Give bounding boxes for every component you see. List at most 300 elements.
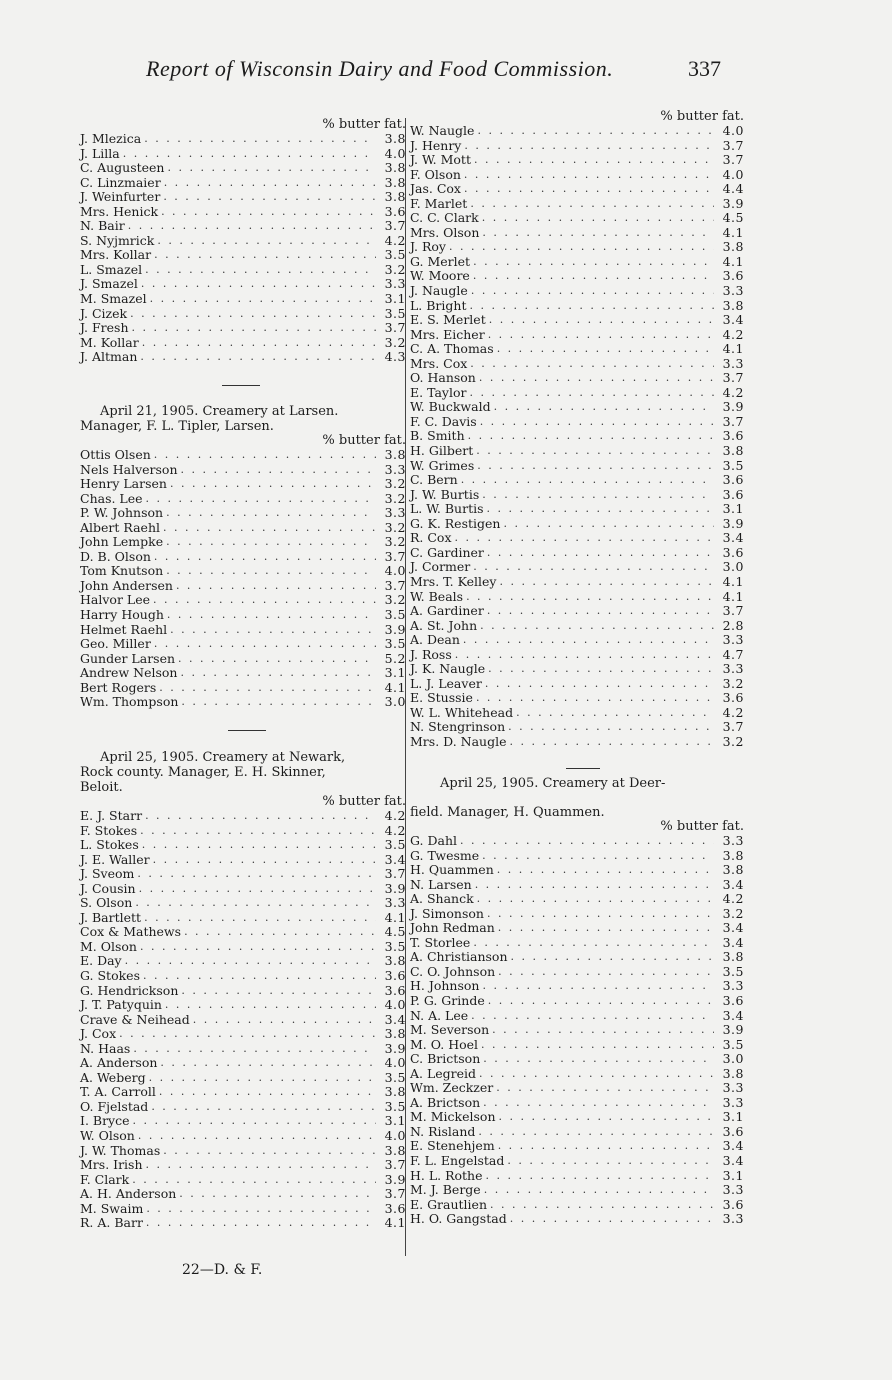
butter-fat-value: 3.9 [722,399,744,415]
patron-name: T. A. Carroll [80,1084,156,1100]
butter-fat-value: 3.1 [722,1167,744,1183]
patron-name: Mrs. Eicher [410,326,485,342]
patron-name: N. Risland [410,1123,476,1139]
dot-leader [499,575,714,590]
butter-fat-value: 3.6 [722,486,744,502]
butter-fat-value: 3.8 [722,847,744,863]
table-row [80,463,408,478]
table-row [410,863,746,878]
dot-leader [140,350,376,365]
dot-leader [507,1154,714,1169]
dot-leader [146,1158,376,1173]
dot-leader [166,506,376,521]
table-row [410,168,746,183]
butter-fat-value: 3.5 [722,963,744,979]
dot-leader [484,1183,714,1198]
table-row [80,1042,408,1057]
dot-leader [119,1027,376,1042]
table-row [80,248,408,263]
table-row [80,681,408,696]
table-row [410,892,746,907]
butter-fat-value: 4.2 [722,326,744,342]
rows [410,124,746,750]
table-row [410,691,746,706]
butter-fat-value: 3.7 [384,218,406,234]
dot-leader [480,415,714,430]
table-row [410,735,746,750]
spacer [410,791,746,805]
table-row [410,1081,746,1096]
dot-leader [154,248,376,263]
patron-name: Wm. Zeckzer [410,1080,494,1096]
patron-name: Harry Hough [80,607,164,623]
patron-name: J. E. Waller [80,851,150,867]
dot-leader [487,502,714,517]
dot-leader [471,1009,714,1024]
table-row [80,550,408,565]
dot-leader [487,604,714,619]
table-row [80,1158,408,1173]
butter-fat-value: 3.8 [384,1142,406,1158]
patron-name: J. Weinfurter [80,189,161,205]
dot-leader [142,838,376,853]
butter-fat-value: 3.3 [722,1094,744,1110]
dot-leader [497,342,714,357]
butter-fat-value: 3.6 [722,428,744,444]
section-newark [80,750,408,1231]
dot-leader [475,878,714,893]
patron-name: A. St. John [410,617,478,633]
patron-name: Ottis Olsen [80,447,151,462]
table-row [410,965,746,980]
dot-leader [151,1100,376,1115]
table-row [410,328,746,343]
dot-leader [492,1023,714,1038]
dot-leader [163,521,376,536]
table-row [80,350,408,365]
patron-name: D. B. Olson [80,548,151,564]
patron-name: Halvor Lee [80,592,150,608]
butter-fat-value: 3.3 [722,1211,744,1227]
dot-leader [140,824,376,839]
butter-fat-value: 3.1 [384,1113,406,1129]
patron-name: J. Mlezica [80,131,142,146]
table-row [80,1085,408,1100]
table-row [80,940,408,955]
butter-fat-value: 4.1 [722,253,744,269]
table-row [80,623,408,638]
table-row [410,240,746,255]
patron-name: A. Brictson [410,1094,481,1110]
patron-name: F. Clark [80,1171,130,1187]
butter-fat-value: 3.7 [722,603,744,619]
patron-name: Henry Larsen [80,476,167,492]
patron-name: H. L. Rothe [410,1167,483,1183]
butter-fat-value: 3.2 [384,534,406,550]
patron-name: G. Twesme [410,847,480,863]
patron-name: F. Olson [410,166,461,182]
table-row [80,666,408,681]
unit-label: % butter fat. [322,794,406,809]
table-row [80,1187,408,1202]
page-number: 337 [688,56,721,81]
rows [410,834,746,1227]
patron-name: F. Stokes [80,822,138,838]
table-row [410,604,746,619]
table-row [80,1056,408,1071]
butter-fat-value: 3.7 [722,370,744,386]
dot-leader [488,994,714,1009]
table-row [410,590,746,605]
butter-fat-value: 3.4 [722,876,744,892]
dot-leader [178,652,376,667]
dot-leader [490,1198,714,1213]
dot-leader [487,546,714,561]
dot-leader [163,190,376,205]
patron-name: Mrs. Kollar [80,247,152,263]
butter-fat-value: 4.0 [384,563,406,579]
header-title: Report of Wisconsin Dairy and Food Commission. [146,56,614,81]
butter-fat-value: 3.5 [384,607,406,623]
dot-leader [154,448,376,463]
dot-leader [464,139,714,154]
dot-leader [181,463,377,478]
dot-leader [468,429,714,444]
patron-name: G. Hendrickson [80,982,179,998]
table-row [410,921,746,936]
dot-leader [143,969,376,984]
table-row [410,834,746,849]
butter-fat-value: 3.2 [384,261,406,277]
table-row [410,531,746,546]
table-row [410,546,746,561]
dot-leader [479,371,714,386]
table-row [410,255,746,270]
table-row [80,579,408,594]
table-row [80,896,408,911]
butter-fat-value: 3.6 [722,690,744,706]
table-row [80,1144,408,1159]
table-row [80,1071,408,1086]
table-row [410,124,746,139]
butter-fat-value: 3.4 [722,934,744,950]
patron-name: Tom Knutson [80,563,164,579]
butter-fat-value: 4.7 [722,646,744,662]
butter-fat-value: 3.2 [384,476,406,492]
patron-name: L. Stokes [80,837,139,853]
butter-fat-value: 3.6 [722,1123,744,1139]
dot-leader [153,853,376,868]
patron-name: W. Olson [80,1128,135,1144]
patron-name: R. A. Barr [80,1215,143,1231]
patron-name: L. J. Leaver [410,675,482,691]
table-row [410,357,746,372]
table-row [410,313,746,328]
butter-fat-value: 3.9 [384,1040,406,1056]
butter-fat-value: 3.7 [722,413,744,429]
right-list-1 [410,110,746,750]
table-row [410,1110,746,1125]
patron-name: J. T. Patyquin [80,997,162,1013]
butter-fat-value: 3.8 [384,160,406,176]
patron-name: J. Cox [80,1026,117,1042]
butter-fat-value: 3.6 [722,544,744,560]
table-row [80,1216,408,1231]
butter-fat-value: 3.9 [722,195,744,211]
butter-fat-value: 3.4 [722,1138,744,1154]
table-row [410,677,746,692]
table-row [80,263,408,278]
table-row [410,517,746,532]
unit-label: % butter fat. [660,819,744,834]
table-row [410,648,746,663]
dot-leader [123,147,376,162]
patron-name: M. J. Berge [410,1182,481,1198]
patron-name: Bert Rogers [80,679,157,695]
patron-name: Helmet Raehl [80,621,168,637]
dot-leader [474,153,714,168]
dot-leader [482,979,714,994]
patron-name: B. Smith [410,428,465,444]
table-row [80,1202,408,1217]
butter-fat-value: 3.6 [722,993,744,1009]
butter-fat-value: 3.4 [384,1011,406,1027]
dot-leader [180,666,376,681]
table-row [410,706,746,721]
table-row [80,535,408,550]
table-row [410,1183,746,1198]
patron-name: John Lempke [80,534,164,550]
patron-name: E. Taylor [410,384,467,400]
table-row [80,1013,408,1028]
patron-name: John Andersen [80,577,173,593]
butter-fat-value: 3.3 [722,283,744,299]
patron-name: J. Ross [410,646,452,662]
butter-fat-value: 4.2 [384,232,406,248]
butter-fat-value: 4.2 [722,891,744,907]
butter-fat-value: 4.0 [384,1055,406,1071]
patron-name: L. W. Burtis [410,501,484,517]
dot-leader [135,896,376,911]
patron-name: Geo. Miller [80,636,151,652]
table-row [80,954,408,969]
table-row [80,998,408,1013]
table-row [80,147,408,162]
butter-fat-value: 3.0 [384,694,406,710]
dot-leader [159,1085,376,1100]
butter-fat-value: 3.7 [384,320,406,336]
butter-fat-value: 3.7 [384,548,406,564]
butter-fat-value: 3.4 [722,920,744,936]
patron-name: E. Stussie [410,690,473,706]
dot-leader [473,269,714,284]
dot-leader [477,892,714,907]
table-row [80,448,408,463]
table-row [410,1023,746,1038]
butter-fat-value: 3.5 [384,636,406,652]
dot-leader [167,608,376,623]
dot-leader [154,637,376,652]
butter-fat-value: 3.9 [384,1171,406,1187]
butter-fat-value: 3.8 [722,297,744,313]
butter-fat-value: 3.8 [384,1026,406,1042]
patron-name: N. Bair [80,218,125,234]
dot-leader [166,535,376,550]
patron-name: A. Weberg [80,1069,146,1085]
butter-fat-value: 3.8 [384,174,406,190]
table-row [410,299,746,314]
patron-name: C. C. Clark [410,210,479,226]
butter-fat-value: 3.7 [384,866,406,882]
table-row [80,809,408,824]
butter-fat-value: 4.0 [384,1128,406,1144]
dot-leader [163,1144,376,1159]
dot-leader [144,911,376,926]
patron-name: Mrs. Olson [410,224,480,240]
patron-name: A. Dean [410,632,460,648]
table-row [410,211,746,226]
patron-name: Mrs. T. Kelley [410,573,497,589]
butter-fat-value: 4.4 [722,181,744,197]
table-row [80,911,408,926]
patron-name: J. Fresh [80,320,129,336]
section-separator [566,768,600,769]
butter-fat-value: 3.5 [384,938,406,954]
butter-fat-value: 3.1 [384,665,406,681]
patron-name: I. Bryce [80,1113,130,1129]
patron-name: O. Hanson [410,370,476,386]
dot-leader [489,313,714,328]
table-row [80,307,408,322]
table-row [410,1125,746,1140]
dot-leader [473,255,714,270]
dot-leader [473,936,714,951]
dot-leader [139,882,376,897]
dot-leader [132,321,377,336]
table-row [410,400,746,415]
table-row [410,139,746,154]
patron-name: H. Johnson [410,978,480,994]
table-row [80,652,408,667]
patron-name: C. Brictson [410,1051,481,1067]
dot-leader [154,550,376,565]
dot-leader [482,488,714,503]
butter-fat-value: 4.0 [384,997,406,1013]
patron-name: C. Augusteen [80,160,165,176]
butter-fat-value: 3.6 [384,1200,406,1216]
table-row [410,1052,746,1067]
table-row [410,342,746,357]
patron-name: S. Olson [80,895,133,911]
butter-fat-value: 3.9 [722,515,744,531]
patron-name: W. Beals [410,588,464,604]
patron-name: J. Cizek [80,305,128,321]
butter-fat-value: 3.6 [384,968,406,984]
butter-fat-value: 3.9 [384,880,406,896]
section-heading: April 25, 1905. Creamery at Deer- [440,776,666,791]
butter-fat-value: 3.8 [722,949,744,965]
dot-leader [494,400,714,415]
patron-name: C. O. Johnson [410,963,496,979]
dot-leader [193,1013,376,1028]
butter-fat-value: 4.1 [384,679,406,695]
dot-leader [128,219,376,234]
section-heading-2: Rock county. Manager, E. H. Skinner, [80,765,326,780]
dot-leader [510,735,715,750]
butter-fat-value: 3.8 [384,131,406,146]
rows [80,809,408,1231]
table-row [80,521,408,536]
butter-fat-value: 3.6 [722,472,744,488]
dot-leader [481,1038,714,1053]
patron-name: Chas. Lee [80,490,143,506]
dot-leader [181,695,376,710]
patron-name: G. K. Restigen [410,515,501,531]
butter-fat-value: 3.2 [722,905,744,921]
table-row [80,190,408,205]
table-row [80,336,408,351]
butter-fat-value: 3.8 [384,1084,406,1100]
table-row [80,492,408,507]
table-row [80,1114,408,1129]
patron-name: M. Olson [80,938,137,954]
patron-name: F. L. Engelstad [410,1153,505,1169]
butter-fat-value: 3.8 [384,447,406,462]
dot-leader [476,444,714,459]
table-row [80,695,408,710]
table-row [410,284,746,299]
table-row [410,386,746,401]
butter-fat-value: 3.2 [722,733,744,749]
table-row [410,473,746,488]
table-row [410,1139,746,1154]
butter-fat-value: 4.3 [384,349,406,365]
table-row [410,269,746,284]
butter-fat-value: 3.5 [722,1036,744,1052]
dot-leader [473,560,714,575]
patron-name: C. Gardiner [410,544,484,560]
patron-name: M. Swaim [80,1200,144,1216]
butter-fat-value: 3.6 [384,982,406,998]
dot-leader [138,1129,376,1144]
section-larsen [80,404,408,710]
butter-fat-value: 5.2 [384,650,406,666]
table-row [80,1173,408,1188]
table-row [80,176,408,191]
patron-name: W. Moore [410,268,470,284]
patron-name: P. W. Johnson [80,505,164,521]
patron-name: G. Merlet [410,253,471,269]
dot-leader [482,211,714,226]
butter-fat-value: 3.6 [722,1196,744,1212]
butter-fat-value: 3.3 [722,833,744,848]
dot-leader [478,1125,714,1140]
patron-name: W. Buckwald [410,399,491,415]
unit-label: % butter fat. [322,433,406,448]
table-row [410,1198,746,1213]
patron-name: H. Gilbert [410,443,474,459]
butter-fat-value: 3.3 [722,1080,744,1096]
butter-fat-value: 4.1 [722,573,744,589]
dot-leader [482,849,714,864]
dot-leader [488,328,714,343]
butter-fat-value: 4.0 [722,123,744,138]
table-row [80,882,408,897]
dot-leader [157,234,376,249]
patron-name: M. O. Hoel [410,1036,479,1052]
butter-fat-value: 3.1 [722,1109,744,1125]
unit-label: % butter fat. [660,109,744,124]
